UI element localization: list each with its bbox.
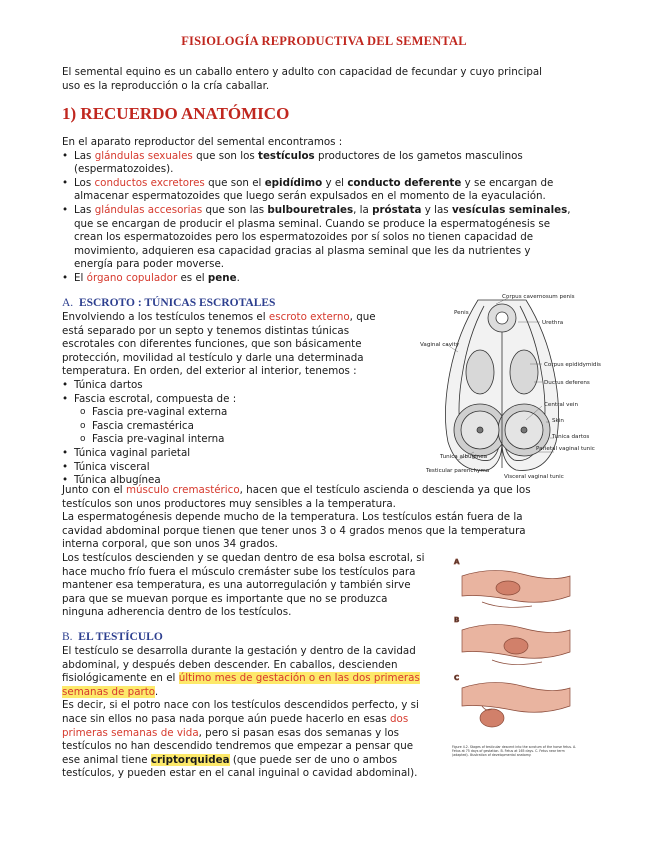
figure-label: Tunica albuginea <box>440 454 488 460</box>
list-item: o Fascia pre-vaginal externa <box>62 406 402 420</box>
figure-label: Corpus epididymidis <box>544 362 601 368</box>
figure-label: Vaginal cavity <box>420 342 460 348</box>
panel-label: C <box>454 674 460 682</box>
sectionA-body: Envolviendo a los testículos tenemos el escroto externo, que está separado por un septo y tenemos distintas túnicas escrotales con diferentes funciones, que son básicamente protección, movilidad al testículo y darle una determinada temperatura. En orden, del exterior al interior, tenemos : • Túnica dartos • Fascia escrotal, compuesta de : o Fascia pre-vaginal externa o Fascia cremastérica o Fascia pre-vaginal interna • Túnica vaginal parietal • Túnica visceral • Túnica albugínea <box>62 311 402 488</box>
section-heading: 1) RECUERDO ANATÓMICO <box>62 104 290 123</box>
list-item: • Los conductos excretores que son el epidídimo y el conducto deferente y se encargan de almacenar espermatozoides que luego serán expulsados en el momento de la eyaculación. <box>62 177 582 204</box>
list-item: o Fascia pre-vaginal interna <box>62 433 402 447</box>
panel-label: B <box>454 616 460 624</box>
list-item: • Las glándulas sexuales que son los testículos productores de los gametos masculinos (espermatozoides). <box>62 150 582 177</box>
figure-caption: Figure 4.2. Stages of testicular descent into the scrotum of the horse fetus. A. Fetus at 75 days of gestation. B. Fetus at 165 days. C. Fetus near term (adapted). Illustration of developmental anatomy. <box>452 745 577 757</box>
figure-label: Tunica dartos <box>552 434 590 440</box>
list-item: • Túnica dartos <box>62 379 402 393</box>
list-item: • Túnica albugínea <box>62 474 402 488</box>
section1-lead: En el aparato reproductor del semental encontramos : <box>62 136 343 148</box>
list-item: o Fascia cremastérica <box>62 420 402 434</box>
figure-label: Parietal vaginal tunic <box>536 446 595 452</box>
subsection-heading-b: B. EL TESTÍCULO <box>62 631 163 643</box>
intro-line: El semental equino es un caballo entero y adulto con capacidad de fecundar y cuyo principal <box>62 66 543 78</box>
figure-label: Penis <box>454 310 469 316</box>
list-item: • Fascia escrotal, compuesta de : <box>62 393 402 407</box>
figure-label: Corpus cavernosum penis <box>502 294 575 300</box>
panel-label: A <box>454 558 460 566</box>
figure-label: Visceral vaginal tunic <box>504 474 564 480</box>
sectionA-paragraph-2: Junto con el músculo cremastérico, hacen que el testículo ascienda o descienda ya que los testículos son unos productores muy sensibles a la temperatura. La espermatogénesis depende mucho de la temperatura. Los testículos están fuera de la cavidad abdominal porque tienen que tener unos 3 o 4 grados menos que la temperatura interna corporal, que son unos 34 grados. Los testículos descienden y se quedan dentro de esa bolsa escrotal, si hace mucho frío fuera el músculo cremáster sube los testículos para mantener esa temperatura, es una autorregulación y también sirve para que se muevan porque es importante que no se produzca ninguna adherencia dentro de los testículos. <box>62 484 531 619</box>
list-item: • Túnica visceral <box>62 461 402 475</box>
testicular-descent-figure <box>452 556 577 756</box>
list-item: • El órgano copulador es el pene. <box>62 272 582 286</box>
page-title: FISIOLOGÍA REPRODUCTIVA DEL SEMENTAL <box>181 34 467 48</box>
descent-diagram <box>452 556 577 744</box>
figure-label: Urethra <box>542 320 564 326</box>
list-item: • Las glándulas accesorias que son las bulbouretrales, la próstata y las vesículas seminales, que se encargan de producir el plasma seminal. Cuando se produce la espermatogénesis se crean los espermatozoides pero los espermatozoides por sí solos no tienen capacidad de movimiento, adquieren esa capacidad gracias al plasma seminal que les da nutrientes y energía para poder moverse. <box>62 204 582 272</box>
section1-body <box>62 136 582 286</box>
subsection-heading-a: A. ESCROTO : TÚNICAS ESCROTALES <box>62 297 276 309</box>
figure-label: Central vein <box>544 402 578 408</box>
scrotum-cross-section-figure <box>418 292 601 482</box>
intro-paragraph <box>62 66 602 93</box>
figure-label: Skin <box>552 418 564 424</box>
figure-label: Testicular parenchyma <box>426 468 490 474</box>
scrotum-diagram <box>418 292 601 482</box>
list-item: • Túnica vaginal parietal <box>62 447 402 461</box>
figure-label: Ductus deferens <box>544 380 590 386</box>
sectionB-body: El testículo se desarrolla durante la gestación y dentro de la cavidad abdominal, y después deben descender. En caballos, descienden fisiológicamente en el último mes de gestación o en las dos primeras semanas de parto. Es decir, si el potro nace con los testículos descendidos perfecto, y si nace sin ellos no pasa nada porque aún puede hacerlo en esas dos primeras semanas de vida, pero si pasan esas dos semanas y los testículos no han descendido tendremos que empezar a pensar que ese animal tiene criptorquidea (que puede ser de uno o ambos testículos, y pueden estar en el canal inguinal o cavidad abdominal). <box>62 645 420 780</box>
intro-line: uso es la reproducción o la cría caballar. <box>62 79 270 92</box>
